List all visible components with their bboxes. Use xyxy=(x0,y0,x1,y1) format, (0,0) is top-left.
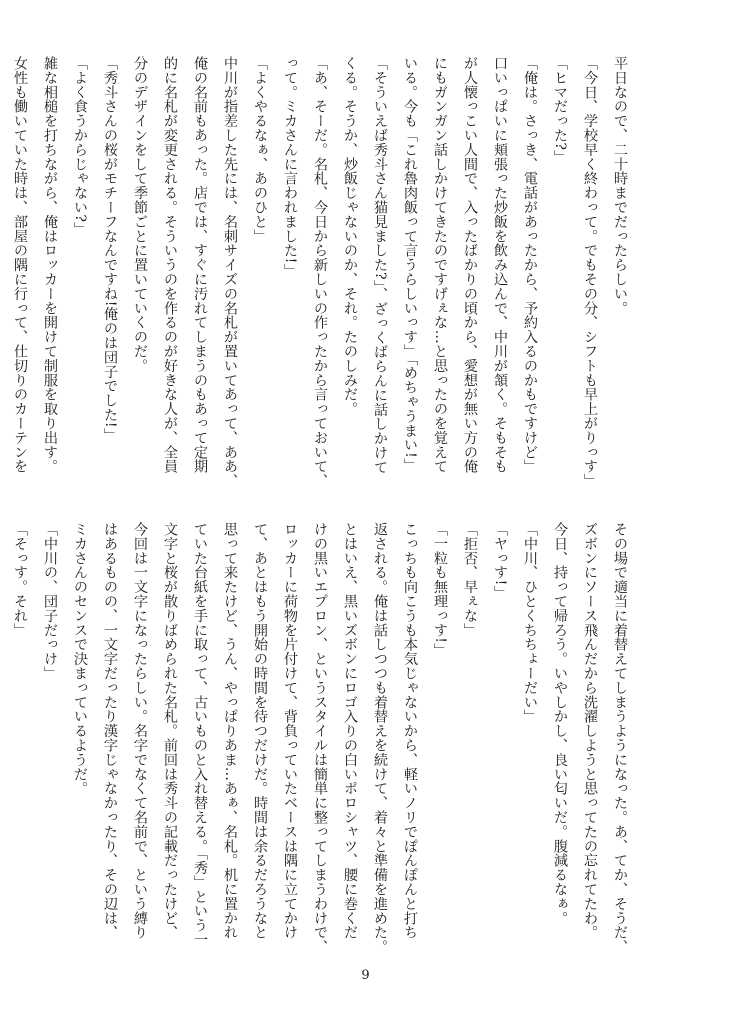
text-line: ていた台紙を手に取って、古いものと入れ替える。「秀」という一 xyxy=(192,522,208,947)
text-line: 「あ、そーだ。名札、今日から新しいの作ったから言っておいて、 xyxy=(312,56,328,488)
text-line: ミカさんのセンスで決まっているようだ。 xyxy=(72,522,88,796)
text-line: て、あとはもう開始の時間を待つだけだ。時間は余るだろうなと xyxy=(252,522,268,940)
text-line: ズボンにソース飛んだから洗濯しようと思ってたの忘れてたわ。 xyxy=(582,522,598,940)
text-line: 分のデザインをして季節ごとに置いていくのだ。 xyxy=(132,56,148,373)
text-line: 「ヒマだった?」 xyxy=(552,56,568,165)
text-line: 俺の名前もあった。店では、すぐに汚れてしまうのもあって定期 xyxy=(192,56,208,474)
text-line: にもガンガン話しかけてきたのですげぇな…と思ったのを覚えて xyxy=(432,56,448,474)
text-line: 「よく食うからじゃない?」 xyxy=(72,56,88,237)
text-block-bottom xyxy=(0,522,635,962)
text-line: 「よくやるなぁ、あのひと」 xyxy=(252,56,268,244)
text-line: こっちも向こうも本気じゃないから、軽いノリでぽんぽんと打ち xyxy=(402,522,418,940)
text-line: 「ヤっす!」 xyxy=(492,522,508,600)
text-line: 今回は一文字になったらしい。名字でなくて名前で、という縛り xyxy=(132,522,148,940)
text-line: 口いっぱいに頬張った炒飯を飲み込んで、中川が頷く。そもそも xyxy=(492,56,508,474)
text-line: くる。そうか、炒飯じゃないのか、それ。たのしみだ。 xyxy=(342,56,358,416)
text-line: って。ミカさんに言われました!」 xyxy=(282,56,298,278)
text-line: 「中川、ひとくちちょーだい」 xyxy=(522,522,538,724)
text-line: 「拒否、早ぇな」 xyxy=(462,522,478,638)
text-line: 平日なので、二十時までだったらしい。 xyxy=(612,56,628,316)
text-line: 返される。俺は話しつつも着替えを続けて、着々と準備を進めた。 xyxy=(372,522,388,954)
text-line: はあるものの、一文字だったり漢字じゃなかったり、その辺は、 xyxy=(102,522,118,940)
text-line: 雑な相槌を打ちながら、俺はロッカーを開けて制服を取り出す。 xyxy=(42,56,58,474)
text-line: 女性も働いていた時は、部屋の隅に行って、仕切りのカーテンを xyxy=(12,56,28,474)
text-line: 「そういえば秀斗さん猫見ました?」、ざっくばらんに話しかけて xyxy=(372,56,388,475)
text-line: とはいえ、黒いズボンにロゴ入りの白いポロシャツ、腰に巻くだ xyxy=(342,522,358,940)
text-line: 今日、持って帰ろう。いやしかし、良い匂いだ。腹減るなぁ。 xyxy=(552,522,568,926)
text-line: ロッカーに荷物を片付けて、背負っていたベースは隅に立てかけ xyxy=(282,522,298,940)
text-line: 「今日、学校早く終わって。でもその分、シフトも早上がりっす」 xyxy=(582,56,598,488)
text-line: 中川が指差した先には、名刺サイズの名札が置いてあって、ああ、 xyxy=(222,56,238,488)
text-line: 「中川の、団子だっけ」 xyxy=(42,522,58,681)
text-line: その場で適当に着替えてしまうようになった。あ、てか、そうだ、 xyxy=(612,522,628,954)
text-line: 「俺は。さっき、電話があったから、予約入るのかもですけど」 xyxy=(522,56,538,474)
text-line: 文字と桜が散りばめられた名札。前回は秀斗の記載だったけど、 xyxy=(162,522,178,940)
text-line: が人懐っこい人間で、入ったばかりの頃から、愛想が無い方の俺 xyxy=(462,56,478,474)
text-line: いる。今も「これ魯肉飯って言うらしいっす」「めちゃうまい!」 xyxy=(402,56,418,473)
text-line: けの黒いエプロン、というスタイルは簡単に整ってしまうわけで、 xyxy=(312,522,328,954)
text-line: 的に名札が変更される。そういうのを作るのが好きな人が、全員 xyxy=(162,56,178,474)
page-number: 9 xyxy=(361,968,370,983)
text-block-top xyxy=(0,56,635,508)
text-line: 「一粒も無理っす!」 xyxy=(432,522,448,658)
text-line: 「秀斗さんの桜がモチーフなんですね!俺のは団子でした!」 xyxy=(102,56,118,443)
text-line xyxy=(0,56,5,508)
text-line: 「そっす。それ」 xyxy=(12,522,28,638)
text-line: 思って来たけど、うん、やっぱりあま…あぁ、名札。机に置かれ xyxy=(222,522,238,940)
